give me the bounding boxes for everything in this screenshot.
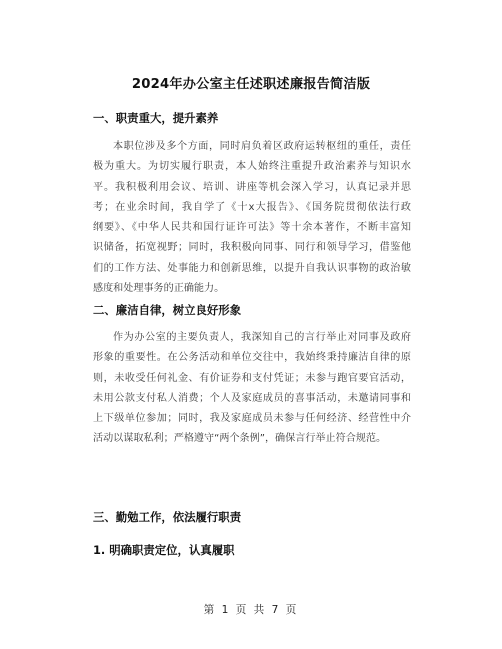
- paragraph-line: 则，未收受任何礼金、有价证券和支付凭证；未参与跑官要官活动，: [93, 372, 411, 384]
- paragraph-line: 们的工作方法、处事能力和创新思维，以提升自我认识事物的政治敏: [93, 262, 411, 274]
- paragraph-line: 活动以谋取私利；严格遵守“两个条例”，确保言行举止符合规范。: [93, 433, 387, 445]
- subsection-heading-1: 1. 明确职责定位，认真履职: [93, 543, 235, 557]
- section-paragraph-2: [93, 328, 411, 450]
- section-heading-2: 二、廉洁自律，树立良好形象: [93, 303, 242, 317]
- paragraph-line: 未用公款支付私人消费；个人及家庭成员的喜事活动，未邀请同事和: [93, 392, 411, 404]
- page-number-footer: 第 1 页 共 7 页: [203, 604, 299, 616]
- paragraph-line: 作为办公室的主要负责人，我深知自己的言行举止对同事及政府: [113, 332, 411, 343]
- paragraph-line: 感度和处理事务的正确能力。: [93, 283, 225, 295]
- paragraph-line: 考；在业余时间，我自学了《十x大报告》、《国务院贯彻依法行政: [93, 201, 411, 213]
- paragraph-line: 极为重大。为切实履行职责，本人始终注重提升政治素养与知识水: [93, 161, 411, 173]
- section-heading-1: 一、职责重大，提升素养: [93, 111, 219, 125]
- paragraph-line: 形象的重要性。在公务活动和单位交往中，我始终秉持廉洁自律的原: [93, 352, 411, 364]
- paragraph-line: 纲要》、《中华人民共和国行证许可法》等十余本著作，不断丰富知: [93, 222, 411, 234]
- paragraph-line: 平。我积极利用会议、培训、讲座等机会深入学习，认真记录并思: [93, 181, 411, 193]
- paragraph-line: 本职位涉及多个方面，同时肩负着区政府运转枢纽的重任，责任: [113, 141, 411, 152]
- section-heading-3: 三、勤勉工作，依法履行职责: [93, 510, 242, 524]
- section-paragraph-1: [93, 137, 411, 299]
- paragraph-line: 上下级单位参加；同时，我及家庭成员未参与任何经济、经营性中介: [93, 413, 411, 425]
- paragraph-line: 识储备，拓宽视野；同时，我积极向同事、同行和领导学习，借鉴他: [93, 242, 411, 254]
- document-title: 2024年办公室主任述职述廉报告简洁版: [131, 77, 371, 92]
